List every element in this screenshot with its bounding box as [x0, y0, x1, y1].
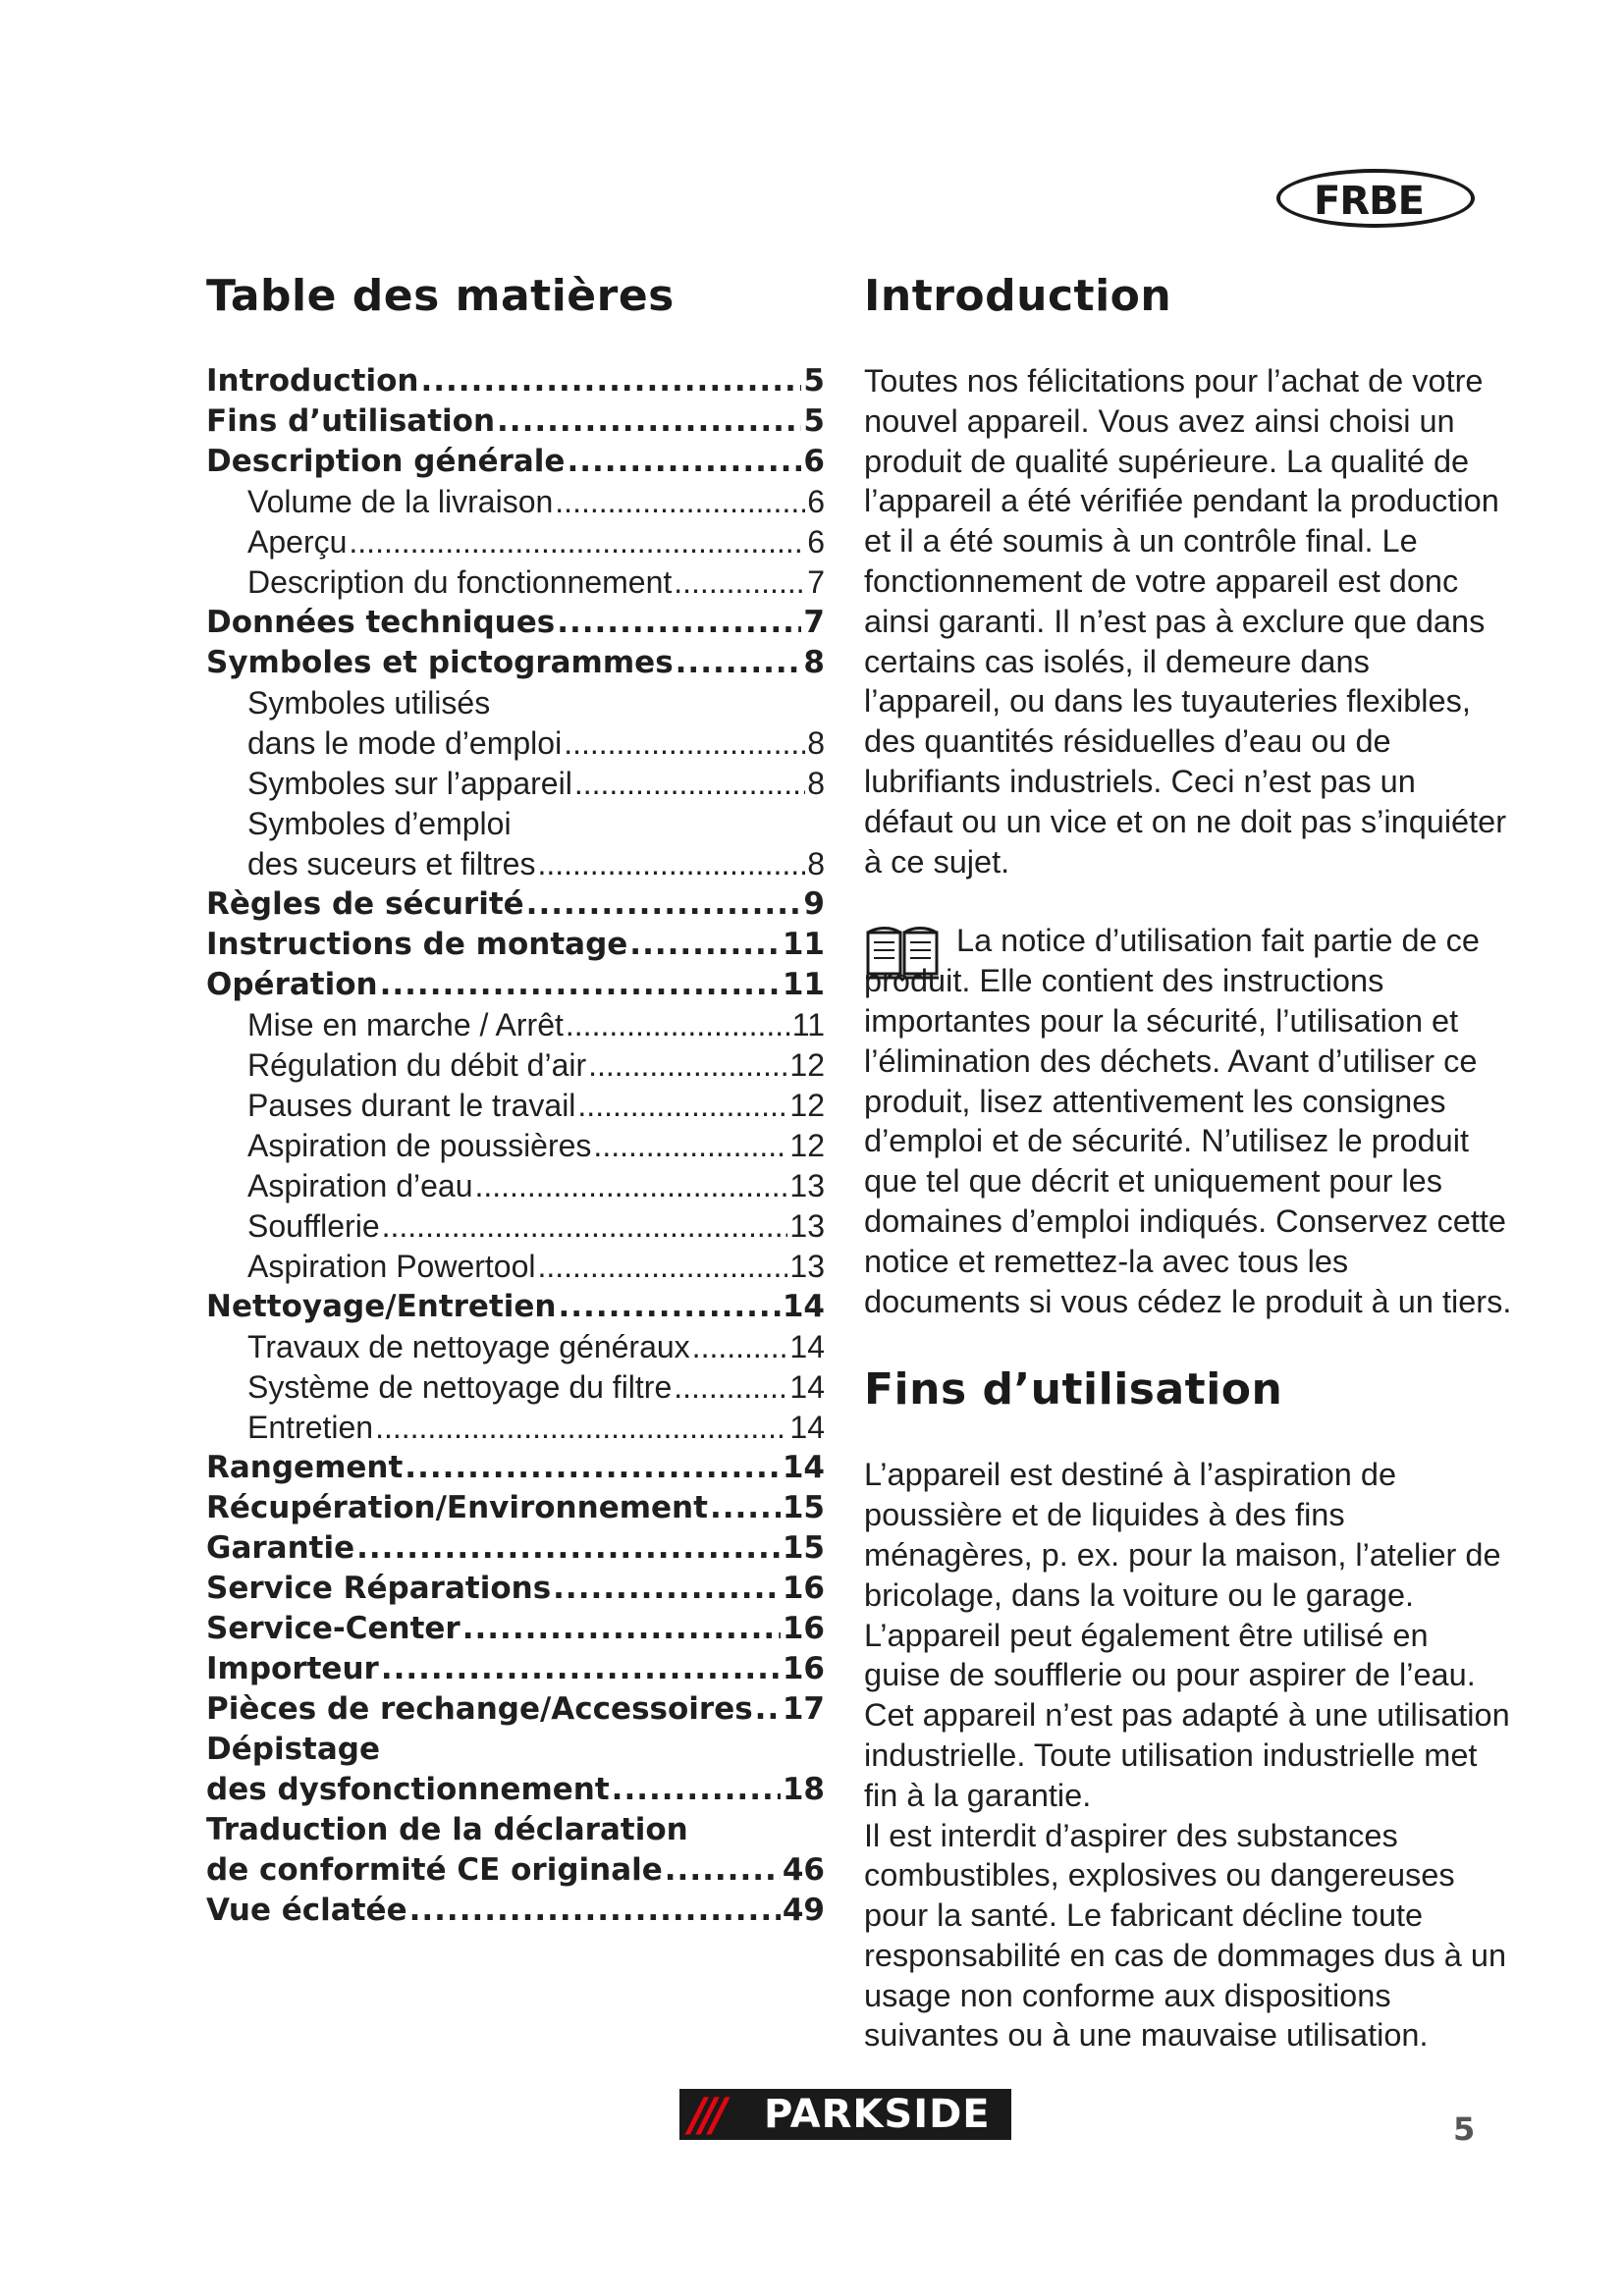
toc-entry	[206, 844, 825, 884]
toc-entry-title: Instructions de montage	[206, 927, 628, 962]
toc-entry-title: Opération	[206, 967, 378, 1002]
toc-entry-page: 7	[803, 605, 825, 640]
toc-entry-page: 18	[782, 1772, 825, 1807]
book-icon	[864, 925, 941, 982]
toc-entry-title: Importeur	[206, 1651, 379, 1686]
toc-dot-leader	[567, 442, 801, 482]
toc-entry-title: Régulation du débit d’air	[247, 1047, 587, 1083]
toc-entry-page: 15	[782, 1490, 825, 1525]
toc-entry	[206, 925, 825, 965]
toc-entry	[206, 1247, 825, 1287]
toc-entry	[206, 884, 825, 925]
toc-entry-page: 6	[807, 484, 825, 519]
toc-dot-leader	[497, 401, 801, 442]
intended-use-section	[864, 1361, 1512, 2056]
toc-dot-leader	[557, 603, 801, 643]
toc-dot-leader	[564, 723, 805, 764]
notice-paragraph	[864, 921, 1512, 1321]
toc-dot-leader	[382, 1206, 788, 1247]
language-code: FRBE	[1314, 179, 1424, 224]
toc-dot-leader	[593, 1126, 787, 1166]
intended-use-paragraph-3: Il est interdit d’aspirer des substances combustibles, explosives ou dangereuses pour la santé. Le fabricant décline toute responsabilité en cas de dommages dus à un usage non conforme aux dispositions suivantes ou à une mauvaise utilisation.	[864, 1817, 1507, 2054]
toc-dot-leader	[349, 522, 805, 562]
toc-entry-title: dans le mode d’emploi	[247, 725, 563, 761]
toc-dot-leader	[710, 1488, 781, 1528]
toc-entry-title: Dépistage	[206, 1732, 380, 1767]
toc-entry-page: 5	[803, 403, 825, 439]
toc-dot-leader	[405, 1448, 781, 1488]
toc-entry-page: 17	[782, 1691, 825, 1727]
toc-entry-page: 8	[807, 725, 825, 761]
toc-entry	[206, 562, 825, 603]
toc-dot-leader	[577, 1086, 787, 1126]
notice-block	[864, 921, 1512, 1321]
page-number: 5	[1453, 2110, 1476, 2148]
toc-entry	[206, 1609, 825, 1649]
toc-entry-title: Pauses durant le travail	[247, 1088, 576, 1123]
toc-entry	[206, 1569, 825, 1609]
toc-entry-title: Symboles et pictogrammes	[206, 645, 674, 680]
toc-entry-title: Mise en marche / Arrêt	[247, 1007, 564, 1042]
toc-dot-leader	[409, 1891, 781, 1931]
toc-entry	[206, 1408, 825, 1448]
toc-entry-title: Aspiration de poussières	[247, 1128, 592, 1163]
toc-dot-leader	[559, 1287, 781, 1327]
toc-entry-title: Travaux de nettoyage généraux	[247, 1329, 690, 1364]
toc-entry	[206, 522, 825, 562]
logo-mark: ///	[689, 2088, 722, 2141]
toc-entry	[206, 1005, 825, 1045]
toc-entry	[206, 1891, 825, 1931]
toc-entry-title: Entretien	[247, 1410, 374, 1445]
toc-entry-title: Description générale	[206, 444, 566, 479]
toc-entry	[206, 1206, 825, 1247]
toc-entry	[206, 1327, 825, 1367]
toc-entry-page: 14	[782, 1450, 825, 1485]
toc-dot-leader	[665, 1850, 781, 1891]
toc-entry-page: 16	[782, 1611, 825, 1646]
toc-dot-leader	[676, 643, 802, 683]
toc-entry-title: Aspiration Powertool	[247, 1249, 536, 1284]
toc-entry-page: 6	[803, 444, 825, 479]
toc-entry-page: 16	[782, 1651, 825, 1686]
notice-text: La notice d’utilisation fait partie de ce produit. Elle contient des instructions importantes pour la sécurité, l’utilisation et l’élimination des déchets. Avant d’utiliser ce produit, lisez attentivement les consignes d’emploi et de sécurité. N’utilisez le produit que tel que décrit et uniquement pour les domaines d’emploi indiqués. Conservez cette notice et remettez-la avec tous les documents si vous cédez le produit à un tiers.	[864, 923, 1512, 1319]
toc-entry-page: 14	[789, 1329, 825, 1364]
toc-dot-leader	[356, 1528, 781, 1569]
toc-entry-page: 8	[807, 846, 825, 881]
toc-entry-title: Pièces de rechange/Accessoires	[206, 1691, 753, 1727]
toc-entry	[206, 1488, 825, 1528]
toc-entry-page: 46	[782, 1852, 825, 1888]
toc-entry	[206, 683, 825, 723]
toc-entry	[206, 1086, 825, 1126]
toc-entry-title: Introduction	[206, 363, 419, 399]
toc-entry-page: 13	[789, 1208, 825, 1244]
intended-use-paragraph-1: L’appareil est destiné à l’aspiration de poussière et de liquides à des fins ménagères, p. ex. pour la maison, l’atelier de bricolage, dans la voiture ou le garage. L’appareil peut également être utilisé en guise de soufflerie ou pour aspirer de l’eau.	[864, 1457, 1501, 1693]
toc-entry-title: Aperçu	[247, 524, 348, 560]
toc-entry	[206, 401, 825, 442]
toc-entry-page: 14	[789, 1410, 825, 1445]
toc-dot-leader	[566, 1005, 790, 1045]
toc-dot-leader	[755, 1689, 781, 1730]
content-column	[864, 267, 1512, 2056]
toc-entry-title: Règles de sécurité	[206, 886, 524, 922]
toc-entry-title: Volume de la livraison	[247, 484, 554, 519]
toc-entry-page: 12	[789, 1047, 825, 1083]
toc-entry-page: 7	[807, 564, 825, 600]
toc-entry-page: 9	[803, 886, 825, 922]
toc-dot-leader	[629, 925, 781, 965]
toc-entry-title: Symboles d’emploi	[247, 806, 512, 841]
toc-dot-leader	[692, 1327, 788, 1367]
toc-entry-title: Rangement	[206, 1450, 404, 1485]
toc-entry-page: 11	[782, 967, 825, 1002]
toc-dot-leader	[574, 764, 805, 804]
toc-entry	[206, 643, 825, 683]
toc-entry	[206, 1730, 825, 1770]
toc-entry-title: Service Réparations	[206, 1571, 552, 1606]
toc-dot-leader	[381, 1649, 781, 1689]
toc-entry	[206, 1126, 825, 1166]
toc-entry	[206, 361, 825, 401]
toc-entry-title: Fins d’utilisation	[206, 403, 496, 439]
toc-dot-leader	[462, 1609, 781, 1649]
toc-entry	[206, 1367, 825, 1408]
toc-entry-title: Soufflerie	[247, 1208, 380, 1244]
toc-entry-page: 12	[789, 1088, 825, 1123]
toc-entry	[206, 1810, 825, 1850]
toc-entry-title: Symboles sur l’appareil	[247, 766, 572, 801]
toc-entry-page: 13	[789, 1249, 825, 1284]
toc-entry-page: 14	[789, 1369, 825, 1405]
toc-entry-title: Système de nettoyage du filtre	[247, 1369, 673, 1405]
toc-entry	[206, 1770, 825, 1810]
toc-entry	[206, 1045, 825, 1086]
toc-entry-page: 15	[782, 1530, 825, 1566]
toc-dot-leader	[380, 965, 781, 1005]
toc-entry-title: Nettoyage/Entretien	[206, 1289, 557, 1324]
toc-entry-title: Garantie	[206, 1530, 355, 1566]
language-badge	[1276, 169, 1475, 228]
toc-entry-title: des dysfonctionnement	[206, 1772, 610, 1807]
logo-text: PARKSIDE	[764, 2092, 991, 2137]
toc-entry-page: 14	[782, 1289, 825, 1324]
toc-entry	[206, 1850, 825, 1891]
toc-dot-leader	[375, 1408, 787, 1448]
toc-entry-page: 6	[807, 524, 825, 560]
toc-entry	[206, 1649, 825, 1689]
toc-entry	[206, 1689, 825, 1730]
toc-list	[206, 361, 825, 1931]
toc-entry	[206, 442, 825, 482]
toc-entry-page: 8	[803, 645, 825, 680]
toc-dot-leader	[674, 562, 805, 603]
toc-dot-leader	[474, 1166, 787, 1206]
toc-dot-leader	[526, 884, 802, 925]
parkside-logo	[679, 2089, 1011, 2140]
toc-entry-title: Service-Center	[206, 1611, 460, 1646]
toc-entry-page: 13	[789, 1168, 825, 1203]
intended-use-paragraph-2: Cet appareil n’est pas adapté à une utilisation industrielle. Toute utilisation industrielle met fin à la garantie.	[864, 1697, 1510, 1813]
toc-entry	[206, 965, 825, 1005]
toc-entry-title: Récupération/Environnement	[206, 1490, 708, 1525]
toc-entry-title: de conformité CE originale	[206, 1852, 663, 1888]
toc-entry-title: Vue éclatée	[206, 1893, 407, 1928]
toc-entry	[206, 723, 825, 764]
toc-entry-page: 12	[789, 1128, 825, 1163]
toc-entry	[206, 1528, 825, 1569]
toc-entry-title: Données techniques	[206, 605, 556, 640]
toc-dot-leader	[555, 482, 805, 522]
toc-entry-page: 16	[782, 1571, 825, 1606]
introduction-paragraph: Toutes nos félicitations pour l’achat de votre nouvel appareil. Vous avez ainsi choisi un produit de qualité supérieure. La qualité de l’appareil a été vérifiée pendant la production et il a été soumis à un contrôle final. Le fonctionnement de votre appareil est donc ainsi garanti. Il n’est pas à exclure que dans certains cas isolés, il demeure dans l’appareil, ou dans les tuyauteries flexibles, des quantités résiduelles d’eau ou de lubrifiants industriels. Ceci n’est pas un défaut ou un vice et on ne doit pas s’inquiéter à ce sujet.	[864, 363, 1507, 880]
toc-dot-leader	[537, 844, 805, 884]
toc-entry	[206, 804, 825, 844]
toc-entry-title: Traduction de la déclaration	[206, 1812, 688, 1847]
toc-dot-leader	[588, 1045, 787, 1086]
toc-entry-page: 8	[807, 766, 825, 801]
introduction-heading: Introduction	[864, 271, 1172, 321]
intended-use-heading: Fins d’utilisation	[864, 1364, 1283, 1415]
toc-heading: Table des matières	[206, 271, 675, 321]
toc-dot-leader	[553, 1569, 781, 1609]
toc-entry-page: 11	[782, 927, 825, 962]
toc-dot-leader	[537, 1247, 787, 1287]
toc-entry	[206, 764, 825, 804]
toc-entry	[206, 1287, 825, 1327]
toc-column	[206, 267, 825, 1931]
toc-dot-leader	[674, 1367, 787, 1408]
toc-entry	[206, 482, 825, 522]
toc-entry	[206, 603, 825, 643]
toc-entry	[206, 1448, 825, 1488]
toc-entry-page: 5	[803, 363, 825, 399]
toc-entry-title: Symboles utilisés	[247, 685, 491, 721]
toc-entry	[206, 1166, 825, 1206]
toc-entry-page: 11	[791, 1007, 825, 1042]
toc-dot-leader	[612, 1770, 781, 1810]
toc-entry-page: 49	[782, 1893, 825, 1928]
toc-entry-title: Description du fonctionnement	[247, 564, 673, 600]
toc-entry-title: Aspiration d’eau	[247, 1168, 473, 1203]
toc-dot-leader	[420, 361, 801, 401]
toc-entry-title: des suceurs et filtres	[247, 846, 536, 881]
